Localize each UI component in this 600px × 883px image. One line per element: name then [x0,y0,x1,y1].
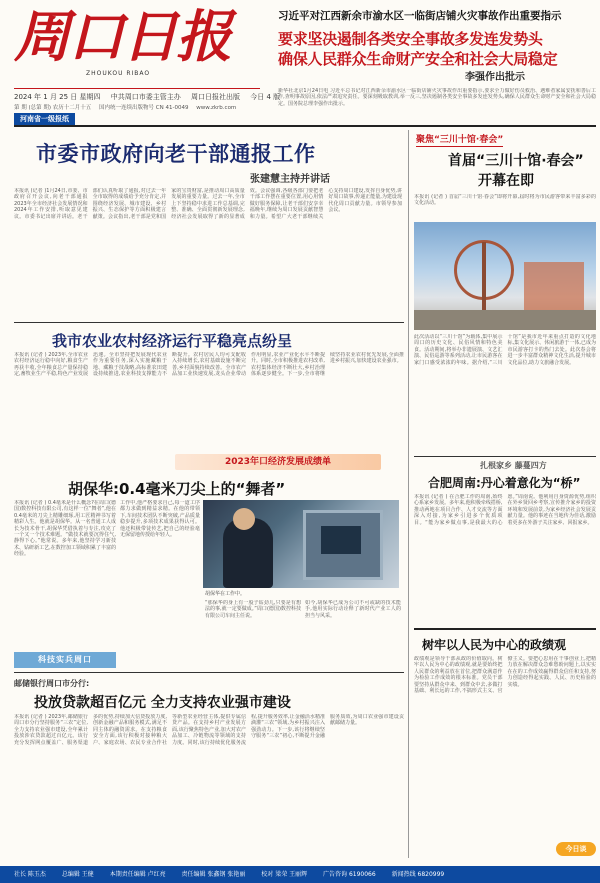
top-news-headline-1[interactable]: 要求坚决遏制各类安全事故多发连发势头 [278,30,543,48]
right-divider-2 [414,628,596,630]
footer-item: 本期责任编辑 卢红亮 [109,871,166,878]
footer-bar [0,866,600,883]
banner-2023: 2023年口经济发展成绩单 [175,454,381,470]
publisher: 周口日报社出版 [191,93,240,101]
footer-item: 新闻热线 6820999 [391,871,445,878]
top-divider [14,125,596,127]
culture-headline-2[interactable]: 开幕在即 [478,173,534,189]
footer-item: 校对 梁荣 王丽辉 [261,871,308,878]
lead-headline[interactable]: 市委市政府向老干部通报工作 [36,142,316,166]
hu-strip: 科技实兵周口 [14,652,116,668]
issn-line [14,103,236,111]
logo-pinyin: ZHOUKOU RIBAO [86,70,151,77]
ag-headline[interactable]: 我市农业农村经济运行平稳亮点纷呈 [52,332,293,350]
column-headline[interactable]: 合肥周南:丹心着意化为“桥” [428,476,581,490]
issn: 国内统一连续出版物号 CN 41-0049 [99,105,189,111]
essay-headline[interactable]: 树牢以人民为中心的政绩观 [422,638,567,652]
sponsor: 中共周口市委主管主办 [110,93,181,101]
essay-body: 政绩观是领导干部从政的价值取向。树牢以人民为中心的政绩观,就是要始终把人民群众的利益放在首位,把群众满意作为检验工作成效的根本标准。党员干部要坚持从群众中来、到群众中去,多做打基础、利长远的工作,不搞形式主义、官僚主义。要把心思用在干事创业上,把精力放在解决群众急难愁盼问题上,以实实在在的工作成效赢得群众信任和支持,努力创造经得起实践、人民、历史检验的实绩。 [414,656,596,695]
right-divider-1 [414,456,596,457]
hu-quote: “那保华的身上有一股子钻劲儿,只要是有想法的事,就一定要做成。”周口(德国)数控科技有限公司车间主任说。 [205,600,301,619]
hu-body-right: 如今,胡保华已成为公司不可或缺的技术能手,他用实际行动诠释了新时代产业工人的担当与风采。 [305,600,401,619]
date-line [14,92,280,102]
column-body: 本报讯 (记者 ) 在合肥工作的周南,始终心系家乡发展。多年来,他积极牵线搭桥,推动两地在项目合作、人才交流等方面深入对接,为家乡引进多个优质项目。“能为家乡做点事,是我最大的心愿。”周南说。他利用自身资源优势,组织在外乡贤回乡考察,宣传推介家乡的投资环境和发展前景,为家乡经济社会发展贡献力量。他的事迹在当地传为佳话,激励着更多在外游子关注家乡、回报家乡。 [414,494,596,526]
section-tag: 河南省一级报纸 [14,113,75,125]
ag-body: 本报讯 (记者 ) 2023年,全市农业农村经济运行稳中向好,粮食生产再获丰收,全年粮食总产量保持稳定,畜牧业生产平稳,特色产业发展迅速。全市坚持把发展现代农业作为重要任务,深入实施藏粮于地、藏粮于技战略,高标准农田建设持续推进,农业科技支撑能力不断提升。农村居民人均可支配收入持续增长,农村基础设施不断完善,乡村面貌持续改善。全市农产品加工业快速发展,龙头企业带动作用明显,农业产业化水平不断提升。同时,全市积极推进农村改革,农村集体经济不断壮大,乡村治理体系逐步健全。下一步,全市将继续坚持农业农村优先发展,全面推进乡村振兴,加快建设农业强市。 [14,352,404,378]
culture-body-top: 本报讯 (记者 ) 首届“三川十馆·春会”即将开幕,届时将为市民游客带来丰富多彩的文化活动。 [414,194,596,207]
hu-photo [203,500,399,588]
top-news-headline-2[interactable]: 确保人民群众生命财产安全和社会大局稳定 [278,50,558,68]
website[interactable]: www.zkrb.com [196,105,237,111]
top-news-kicker[interactable]: 习近平对江西新余市渝水区一临街店铺火灾事故作出重要指示 [278,10,562,22]
page-count: 今日 4 版 [250,93,281,101]
hu-photo-caption: 胡保华在工作中。 [205,591,246,597]
lead-subheadline: 张建慧主持并讲话 [250,174,330,185]
column-divider [408,130,409,858]
bank-headline[interactable]: 投放贷款超百亿元 全力支持农业强市建设 [34,695,291,711]
hu-headline[interactable]: 胡保华:0.4毫米刀尖上的“舞者” [68,480,286,498]
hu-body-mid: 工作中,他严格要求自己,每一道工序都力求做到精益求精。在他的带领下,车间技术团队不断突破,产品质量稳步提升,多项技术成果获得认可。他还积极带徒传艺,把自己的经验毫无保留地传授给年轻人。 [120,500,200,539]
top-news-body: 新华社北京1月24日电 习近平总书记对江西新余市渝水区一临街店铺火灾事故作出重要指示,要求全力做好伤员救治、遇难者家属安抚和善后工作,查明事故原因,依法严肃追究责任。要深刻吸取教训,举一反三,坚决遏制各类安全事故多发连发势头,确保人民群众生命财产安全和社会大局稳定。国务院总理李强作出批示。 [278,88,596,107]
ad-badge: 今日谈 [556,842,596,856]
lead-divider [14,322,404,323]
culture-label: 聚焦“三川十馆·春会” [416,132,503,147]
publication-date: 2024 年 1 月 25 日 星期四 [14,93,101,101]
culture-body: 此次活动以“三川十馆”为载体,集中展示周口的历史文化、民俗风情和特色美食。活动期间,将举办非遗展演、文艺汇演、民俗巡游等系列活动,让市民游客在家门口感受浓浓的年味。据介绍,“三川十馆”是我市近年来重点打造的文化地标,集文化展示、休闲旅游于一体,已成为市民游客打卡的热门去处。此次春会将进一步丰富群众精神文化生活,提升城市文化品位,助力文旅融合发展。 [414,334,596,366]
footer-item: 总编辑 王健 [61,871,94,878]
lead-body: 本报讯 (记者 )1月24日,市委、市政府召开会议,向老干部通报2023年全市经济社会发展情况和2024年工作安排,听取意见建议。市委书记出席并讲话。老干部们认真听取了通报,对过去一年全市取得的成绩给予充分肯定,并围绕经济发展、城市建设、乡村振兴、生态保护等方面积极建言献策。会议指出,老干部是党和国家的宝贵财富,是推动周口高质量发展的重要力量。过去一年,全市上下坚持稳中求进工作总基调,完整、准确、全面贯彻新发展理念,经济社会发展取得了新的显著成效。会议强调,各级各部门要把老干部工作摆在重要位置,用心用情做好服务保障,让老干部们安享幸福晚年,继续为周口发展贡献智慧和力量。希望广大老干部继续关心支持周口建设,发挥自身优势,讲好周口故事,传递正能量,为建设现代化周口贡献力量。市领导参加会议。 [14,188,402,220]
footer-item: 广告咨询 6190066 [323,871,376,878]
culture-photo [414,222,596,330]
footer-item: 社长 陈玉杰 [14,871,46,878]
hu-divider [14,672,404,673]
bank-body: 本报讯 (记者 ) 2023年,邮储银行周口市分行坚持服务“三农”定位,全力支持农业强市建设,全年累计投放涉农贷款超过百亿元。该行充分发挥网点覆盖广、服务渠道多的优势,持续加大信贷投放力度,创新金融产品和服务模式,满足不同主体的融资需求。在支持粮食安全方面,该行积极对接种粮大户、家庭农场、农民专业合作社等新型农业经营主体,提供专属信贷产品。在支持乡村产业发展方面,该行聚焦特色产业,加大对农产品加工、冷链物流等领域的支持力度。同时,该行持续优化服务流程,提升服务效率,让金融活水精准滴灌“三农”领域,为乡村振兴注入强劲动力。下一步,该行将继续坚守服务“三农”初心,不断提升金融服务质效,为周口农业强市建设贡献邮储力量。 [14,714,404,746]
footer-item: 责任编辑 张鑫钢 张艳丽 [181,871,246,878]
column-label: 扎根家乡 藤蔓四方 [480,461,547,470]
top-news-sub: 李强作出批示 [465,72,525,83]
hu-body-left: 本报讯 (记者 ) 0.4毫米是什么概念?在周口(德国)数控科技有限公司,有这样一位“舞者”,他在0.4毫米的刀尖上精雕细琢,用工匠精神书写着精彩人生。他就是胡保华。从一名普通工人成长为技术骨干,胡保华凭借执着与专注,攻克了一个又一个技术难题。“做技术就要沉得住气,静得下心。”他常说。多年来,他坚持学习新技术、钻研新工艺,在数控加工领域积累了丰富的经验。 [14,500,116,558]
edition-info: 第 期 (总第 期) 农历十二月十五 [14,105,92,111]
masthead-divider [14,88,260,89]
bank-kicker: 邮储银行周口市分行: [14,679,90,688]
newspaper-logo: 周口日报 [14,4,230,70]
culture-headline-1[interactable]: 首届“三川十馆·春会” [448,153,584,169]
